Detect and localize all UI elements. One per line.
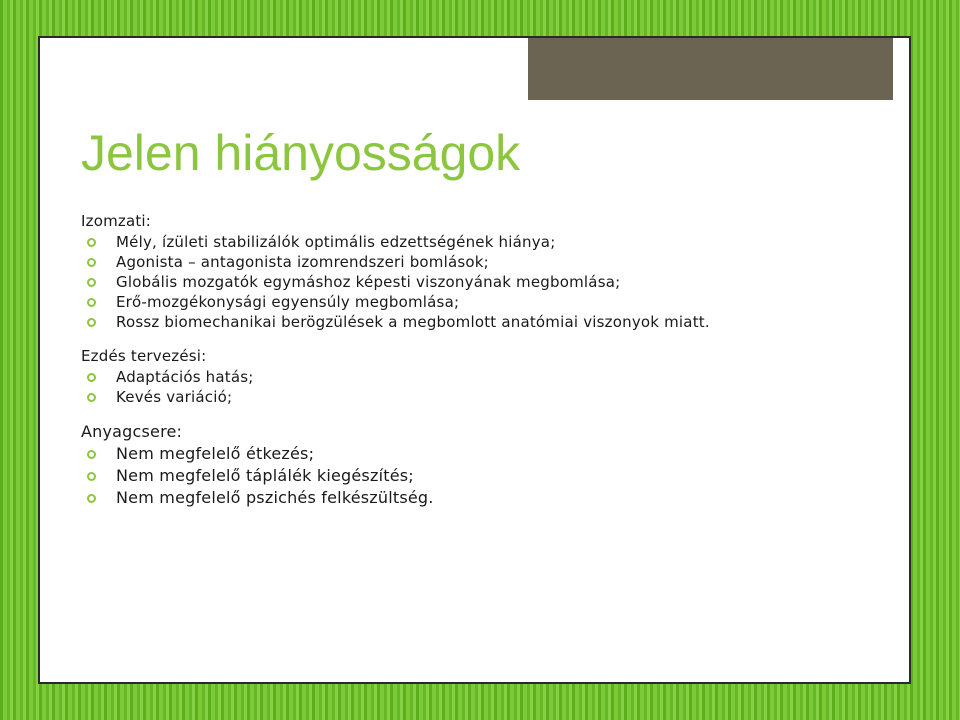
list-item-text: Agonista – antagonista izomrendszeri bomlások; (116, 253, 489, 271)
list-item (81, 443, 861, 465)
list-item-text: Nem megfelelő táplálék kiegészítés; (116, 466, 414, 485)
list-item-text: Rossz biomechanikai berögzülések a megbomlott anatómiai viszonyok miatt. (116, 313, 710, 331)
circle-outline-icon (87, 373, 96, 382)
slide-title: Jelen hiányosságok (81, 125, 521, 181)
header-tab (528, 38, 893, 100)
circle-outline-icon (87, 258, 96, 267)
circle-outline-icon (87, 298, 96, 307)
list-item (81, 367, 861, 387)
list-item-text: Kevés variáció; (116, 388, 233, 406)
circle-outline-icon (87, 450, 96, 459)
circle-outline-icon (87, 318, 96, 327)
circle-outline-icon (87, 494, 96, 503)
bullet-list (81, 232, 861, 332)
section-heading: Ezdés tervezési: (81, 347, 207, 365)
list-item (81, 465, 861, 487)
section-anyagcsere (81, 421, 861, 509)
list-item (81, 387, 861, 407)
circle-outline-icon (87, 238, 96, 247)
list-item-text: Nem megfelelő pszichés felkészültség. (116, 488, 434, 507)
circle-outline-icon (87, 278, 96, 287)
list-item (81, 252, 861, 272)
list-item-text: Erő-mozgékonysági egyensúly megbomlása; (116, 293, 460, 311)
list-item (81, 312, 861, 332)
list-item (81, 292, 861, 312)
list-item (81, 487, 861, 509)
list-item-text: Globális mozgatók egymáshoz képesti viszonyának megbomlása; (116, 273, 621, 291)
bullet-list (81, 443, 861, 509)
list-item-text: Nem megfelelő étkezés; (116, 444, 315, 463)
list-item-text: Mély, ízületi stabilizálók optimális edzettségének hiánya; (116, 233, 556, 251)
list-item (81, 232, 861, 252)
list-item (81, 272, 861, 292)
circle-outline-icon (87, 393, 96, 402)
slide-content (81, 211, 861, 523)
list-item-text: Adaptációs hatás; (116, 368, 254, 386)
section-heading: Anyagcsere: (81, 422, 183, 441)
section-edzes-tervezesi (81, 346, 861, 407)
section-heading: Izomzati: (81, 212, 152, 230)
circle-outline-icon (87, 472, 96, 481)
section-izomzati (81, 211, 861, 332)
bullet-list (81, 367, 861, 407)
